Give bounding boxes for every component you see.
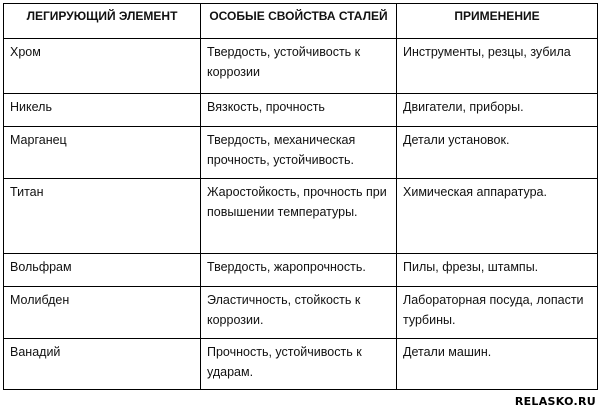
- properties-cell: Твердость, устойчивость к коррозии: [201, 39, 397, 94]
- usage-cell: Инструменты, резцы, зубила: [397, 39, 598, 94]
- table-header-row: [4, 4, 598, 39]
- usage-cell: Пилы, фрезы, штампы.: [397, 254, 598, 287]
- header-usage: ПРИМЕНЕНИЕ: [397, 4, 598, 39]
- element-cell: Никель: [4, 94, 201, 127]
- usage-cell: Двигатели, приборы.: [397, 94, 598, 127]
- properties-cell: Прочность, устойчивость к ударам.: [201, 339, 397, 390]
- table-row: [4, 287, 598, 339]
- table-row: [4, 39, 598, 94]
- properties-cell: Твердость, механическая прочность, устойчивость.: [201, 127, 397, 179]
- table-row: [4, 179, 598, 254]
- table-row: [4, 254, 598, 287]
- properties-cell: Жаростойкость, прочность при повышении температуры.: [201, 179, 397, 254]
- table-row: [4, 339, 598, 390]
- element-cell: Марганец: [4, 127, 201, 179]
- properties-cell: Вязкость, прочность: [201, 94, 397, 127]
- watermark: RELASKO.RU: [514, 395, 596, 408]
- element-cell: Хром: [4, 39, 201, 94]
- element-cell: Ванадий: [4, 339, 201, 390]
- element-cell: Вольфрам: [4, 254, 201, 287]
- usage-cell: Детали установок.: [397, 127, 598, 179]
- usage-cell: Детали машин.: [397, 339, 598, 390]
- usage-cell: Лабораторная посуда, лопасти турбины.: [397, 287, 598, 339]
- properties-cell: Эластичность, стойкость к коррозии.: [201, 287, 397, 339]
- usage-cell: Химическая аппаратура.: [397, 179, 598, 254]
- table-row: [4, 127, 598, 179]
- properties-cell: Твердость, жаропрочность.: [201, 254, 397, 287]
- header-properties: ОСОБЫЕ СВОЙСТВА СТАЛЕЙ: [201, 4, 397, 39]
- element-cell: Титан: [4, 179, 201, 254]
- table-row: [4, 94, 598, 127]
- header-element: ЛЕГИРУЮЩИЙ ЭЛЕМЕНТ: [4, 4, 201, 39]
- element-cell: Молибден: [4, 287, 201, 339]
- alloying-elements-table: [3, 3, 598, 390]
